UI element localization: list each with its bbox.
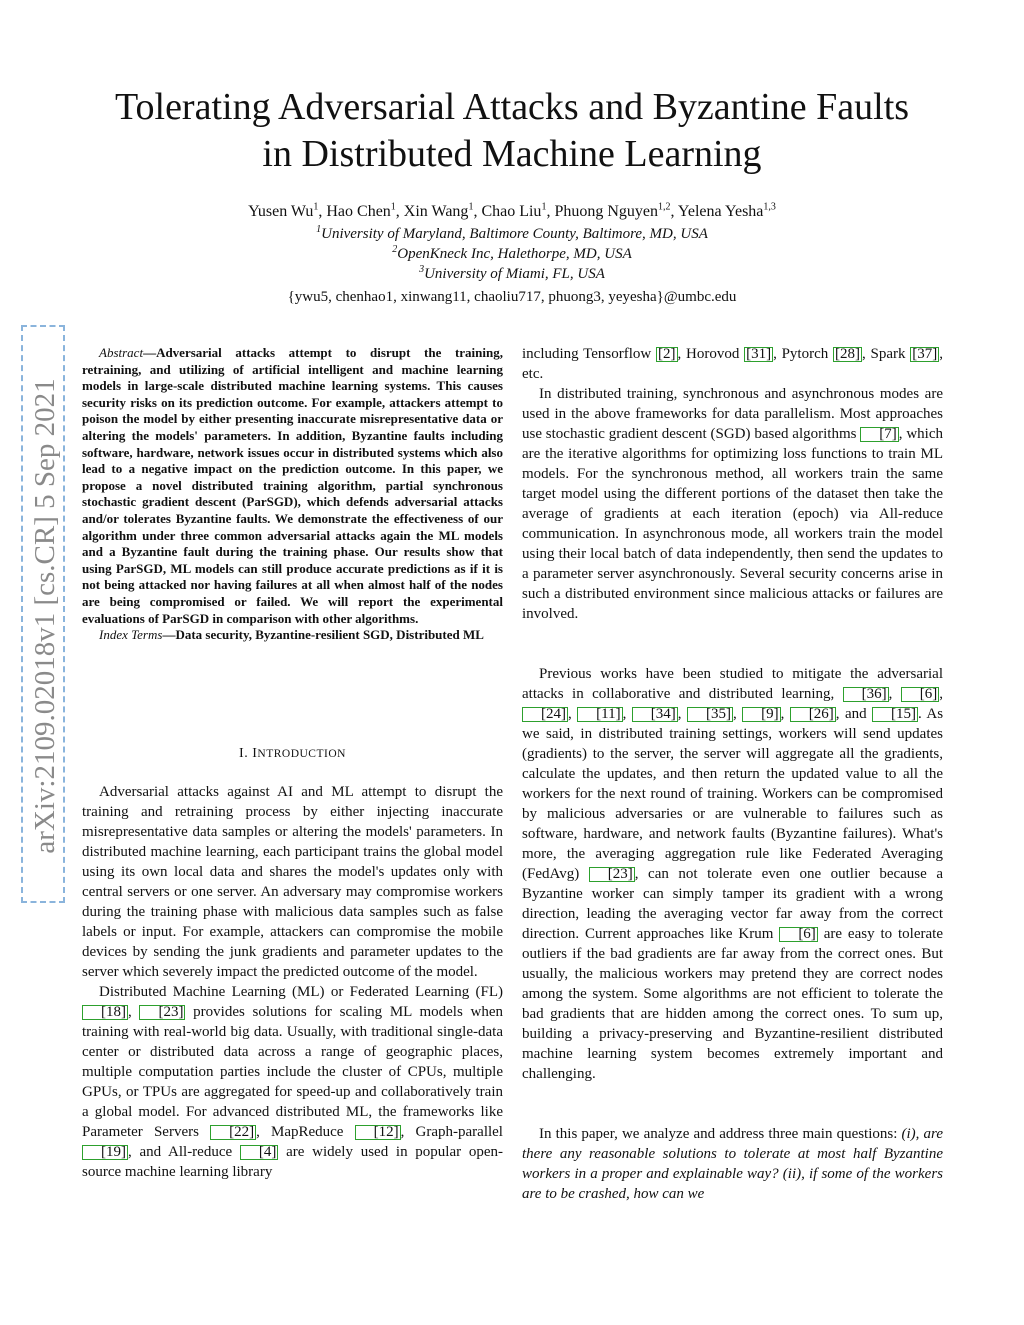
affiliation-1 xyxy=(60,224,964,244)
citation-link[interactable]: [18] xyxy=(82,1005,128,1020)
author-name: Phuong Nguyen xyxy=(554,203,658,220)
citation-link[interactable]: [28] xyxy=(835,346,860,362)
paragraph-text: , xyxy=(780,706,790,722)
affiliation-mark: 1 xyxy=(316,224,322,235)
paragraph-text: , can not tolerate even one outlier because a Byzantine worker can simply tamper its gradient with a wrong direction, leading the averaging vector far away from the correct direction. Current approaches like Krum xyxy=(522,866,943,942)
arxiv-stamp xyxy=(21,325,65,903)
paragraph-text: , xyxy=(677,706,687,722)
citation-link[interactable]: [6] xyxy=(779,927,818,942)
citation-link[interactable]: [4] xyxy=(240,1145,279,1160)
author-emails: {ywu5, chenhao1, xinwang11, chaoliu717, phuong3, yeyesha}@umbc.edu xyxy=(287,289,737,305)
paragraph-text: In distributed training, synchronous and asynchronous modes are used in the above frameworks for data parallelism. Most approaches use stochastic gradient descent (SGD) based algorithms xyxy=(522,386,943,442)
section-title-rest: NTRODUCTION xyxy=(257,748,346,760)
author-name: Xin Wang xyxy=(403,203,469,220)
paragraph-text: Distributed Machine Learning (ML) or Federated Learning (FL) xyxy=(99,984,503,1000)
citation-link[interactable]: [34] xyxy=(632,707,678,722)
title-line-2: in Distributed Machine Learning xyxy=(262,133,762,175)
citation-link[interactable]: [2] xyxy=(658,346,676,362)
paragraph-text: , xyxy=(888,686,901,702)
author-affiliation-mark: 1,3 xyxy=(763,201,776,213)
citation-link[interactable]: [31] xyxy=(746,346,772,362)
paragraph-text: , Spark xyxy=(862,346,911,362)
index-terms-text: —Data security, Byzantine-resilient SGD, Distributed ML xyxy=(162,627,484,643)
abstract xyxy=(82,345,503,627)
paragraph-text: Previous works have been studied to mitigate the adversarial attacks in collaborative and distributed learning, xyxy=(522,666,943,702)
paragraph-text: including Tensorflow xyxy=(522,346,656,362)
author-affiliation-mark: 1 xyxy=(313,201,319,213)
author-name: Yusen Wu xyxy=(248,203,314,220)
paragraph-text: , xyxy=(732,706,743,722)
author-affiliation-mark: 1,2 xyxy=(658,201,671,213)
abstract-text: —Adversarial attacks attempt to disrupt the training, retraining, and utilizing of artificial intelligent and machine learning models in large-scale distributed machine learning systems. This causes security risks on its prediction outcome. For example, attackers attempt to poison the model by either presenting inaccurate misrepresentative data or altering the models' parameters. In addition, Byzantine faults including software, hardware, network issues occur in distributed systems which also lead to a negative impact on the prediction outcome. In this paper, we propose a novel distributed training algorithm, partial synchronous stochastic gradient descent (ParSGD), which defends adversarial attacks and/or tolerates Byzantine faults. We demonstrate the effectiveness of our algorithm under three common adversarial attacks again the ML models and a Byzantine fault during the training phase. Our results show that using ParSGD, ML models can still produce accurate predictions as if it is not being attacked nor having failures at all when almost half of the nodes are being compromised or failed. We will report the experimental evaluations of ParSGD in comparison with other algorithms. xyxy=(82,345,503,626)
intro-paragraph-2 xyxy=(82,982,503,1182)
paragraph-text: are widely used in popular open-source machine learning library xyxy=(82,1144,503,1180)
paragraph-text: . As we said, in distributed training settings, workers will send updates (gradients) to the server, the server will aggregate all the gradients, calculate the updates, and then return the updated value to all the workers for the next round of training. Workers can be compromised by malicious adversaries or are vulnerable to failures such as software, hardware, and network faults (Byzantine failures). What's more, the averaging aggregation rule like Federated Averaging (FedAvg) xyxy=(522,706,944,882)
citation-link[interactable]: [22] xyxy=(210,1125,256,1140)
author-list: Yusen Wu$^1$, Hao Chen$^1$, Xin Wang$^1$, Chao Liu$^1$, Phuong Nguyen$^{1,2}$, Yelena Yesha$^{1,3}$ xyxy=(248,201,776,220)
citation-link[interactable]: [6] xyxy=(901,687,940,702)
citation-link[interactable]: [7] xyxy=(860,427,899,442)
paragraph-text: In this paper, we analyze and address three main questions: xyxy=(539,1126,902,1142)
paragraph-text: , Pytorch xyxy=(773,346,833,362)
author-affiliation-mark: 1 xyxy=(541,201,547,213)
author-name: Yelena Yesha xyxy=(677,203,764,220)
right-paragraph-4 xyxy=(522,1124,943,1204)
abstract-block xyxy=(82,345,503,644)
author-name: Hao Chen xyxy=(326,203,391,220)
paragraph-text: are easy to tolerate outliers if the bad gradients are far away from the correct ones. But usually, the malicious workers may pretend they are correct nodes among the system. Some algorithms are not efficient to tolerate the bad gradients that are hidden among the correct ones. To sum up, building a privacy-preserving and Byzantine-resilient distributed machine learning system becomes extremely important and challenging. xyxy=(522,926,943,1082)
author-affiliation-mark: 1 xyxy=(390,201,396,213)
paragraph-text: , xyxy=(939,686,944,702)
affiliation-2 xyxy=(60,244,964,264)
affiliation-text: University of Maryland, Baltimore County, Baltimore, MD, USA xyxy=(321,226,708,242)
intro-right-column xyxy=(522,344,943,624)
citation-link[interactable]: [23] xyxy=(139,1005,185,1020)
paragraph-text: , MapReduce xyxy=(256,1124,355,1140)
right-paragraph-2 xyxy=(522,384,943,624)
index-terms-label: Index Terms xyxy=(99,627,163,643)
paragraph-text: , Horovod xyxy=(677,346,745,362)
paragraph-text: , Graph-parallel xyxy=(400,1124,503,1140)
intro-right-column-2 xyxy=(522,664,943,1084)
intro-left-column xyxy=(82,782,503,1182)
citation-link[interactable]: [12] xyxy=(355,1125,401,1140)
section-number: I. xyxy=(239,746,249,761)
author-affiliation-mark: 1 xyxy=(468,201,474,213)
citation-link[interactable]: [24] xyxy=(522,707,568,722)
intro-right-column-3 xyxy=(522,1124,943,1204)
affiliation-mark: 2 xyxy=(392,244,398,255)
citation-link[interactable]: [23] xyxy=(589,867,635,882)
paragraph-text: , xyxy=(622,706,632,722)
citation-link[interactable]: [11] xyxy=(577,707,622,722)
citation-link[interactable]: [15] xyxy=(872,707,918,722)
paragraph-text: , etc. xyxy=(522,346,943,382)
section-title-initial: I xyxy=(252,746,258,761)
right-paragraph-3 xyxy=(522,664,943,1084)
affiliation-mark: 3 xyxy=(419,264,425,275)
index-terms xyxy=(82,627,503,644)
paragraph-text: , which are the iterative algorithms for optimizing loss functions to train ML models. For the synchronous method, all workers train the same target model using the different portions of the dataset then take the average of gradients at each iteration (epoch) via All-reduce communication. In asynchronous mode, all workers train the model using their local batch of data independently, then send the updates to a parameter server asynchronously. Several security concerns arise in such a distributed environment since malicious attacks or failures are involved. xyxy=(522,426,943,622)
abstract-label: Abstract xyxy=(99,345,144,360)
citation-link[interactable]: [26] xyxy=(790,707,836,722)
paragraph-text: , and All-reduce xyxy=(128,1144,240,1160)
author-name: Chao Liu xyxy=(481,203,542,220)
citation-link[interactable]: [9] xyxy=(742,707,781,722)
citation-link[interactable]: [19] xyxy=(82,1145,128,1160)
paragraph-text: , xyxy=(568,706,578,722)
affiliation-text: University of Miami, FL, USA xyxy=(424,266,605,282)
affiliation-text: OpenKneck Inc, Halethorpe, MD, USA xyxy=(397,246,632,262)
paragraph-text: , and xyxy=(835,706,873,722)
section-heading-introduction xyxy=(82,746,503,762)
citation-link[interactable]: [35] xyxy=(687,707,733,722)
paragraph-text: , xyxy=(128,1004,140,1020)
research-questions: (i), are there any reasonable solutions to tolerate at most half Byzantine workers in a proper and explainable way? (ii), if some of the workers are to be crashed, how can we xyxy=(522,1126,943,1202)
paragraph-text: provides solutions for scaling ML models when training with real-world big data. Usually, with traditional single-data center or distributed data across a range of geographic places, multiple computation parties include the cluster of CPUs, multiple GPUs, or TPUs are aggregated for speed-up and collaboratively train a global model. For advanced distributed ML, the frameworks like Parameter Servers xyxy=(82,1004,504,1140)
arxiv-stamp-text: arXiv:2109.02018v1 [cs.CR] 5 Sep 2021 xyxy=(29,378,61,854)
paper-title xyxy=(60,84,964,178)
citation-link[interactable]: [37] xyxy=(912,346,938,362)
right-paragraph-1 xyxy=(522,344,943,384)
intro-paragraph-1: Adversarial attacks against AI and ML attempt to disrupt the training and retraining process by either injecting inaccurate misrepresentative data samples or altering the models' parameters. In distributed machine learning, each participant trains the global model using its own local data and shares the model's updates only with central servers or one server. An adversary may compromise workers during the training phase with malicious data samples such as false labels or input. For example, attackers can compromise the mobile devices by sending the junk gradients and parameter updates to the server which severely impact the predicted outcome of the model. xyxy=(82,784,503,980)
affiliation-3 xyxy=(60,264,964,284)
title-line-1: Tolerating Adversarial Attacks and Byzantine Faults xyxy=(114,86,910,128)
citation-link[interactable]: [36] xyxy=(843,687,889,702)
